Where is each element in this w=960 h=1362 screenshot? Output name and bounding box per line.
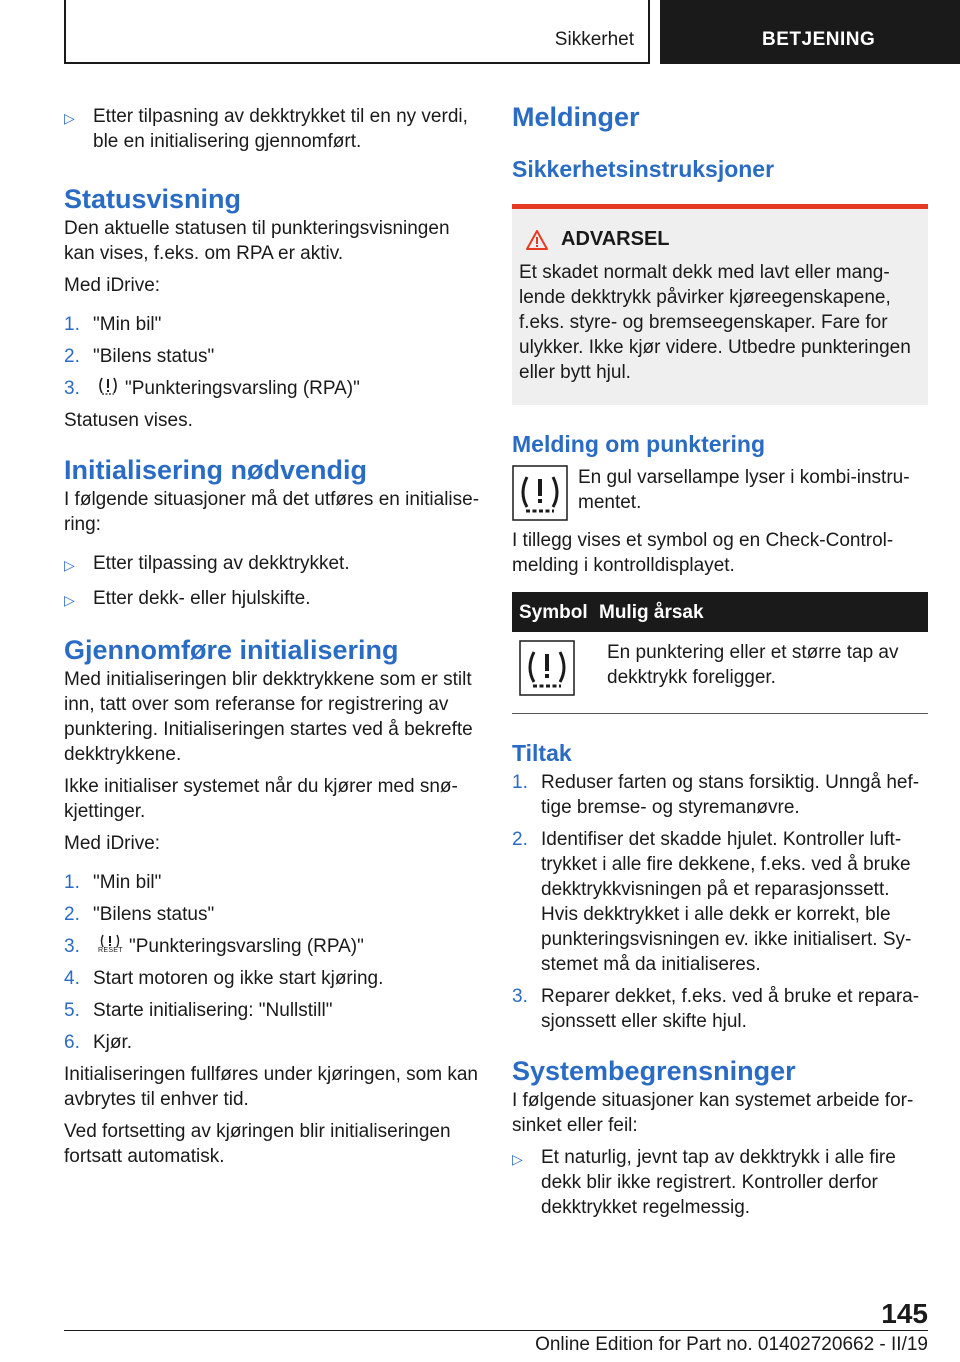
header-chapter-tab bbox=[660, 0, 960, 64]
paragraph: Ikke initialiser systemet når du kjører med snøkjettinger. bbox=[64, 776, 458, 822]
list-item: 3. Reparer dekket, f.eks. ved å bruke et reparasjonssett eller skifte hjul. bbox=[512, 986, 920, 1032]
tire-pressure-warning-symbol-icon bbox=[519, 640, 575, 696]
heading-melding-om-punktering: Melding om punktering bbox=[512, 431, 765, 457]
reset-label: RESET bbox=[98, 947, 123, 954]
triangle-bullet-icon: ▷ bbox=[64, 110, 75, 126]
warning-box bbox=[512, 204, 928, 405]
page-number: 145 bbox=[881, 1298, 928, 1329]
heading-systembegrensninger: Systembegrensninger bbox=[512, 1056, 796, 1086]
list-item: 2. "Bilens status" bbox=[64, 346, 215, 367]
heading-statusvisning: Statusvisning bbox=[64, 184, 242, 214]
list-item: ▷ Etter tilpasning av dekktrykket til en ny verdi, ble en initialisering gjennomført. bbox=[64, 106, 468, 152]
list-item: 3. RESET "Punkteringsvarsling (RPA)" bbox=[64, 936, 364, 957]
heading-initialisering-nodvendig: Initialisering nødvendig bbox=[64, 455, 368, 485]
right-column bbox=[512, 100, 928, 1220]
list-item: ▷ Et naturlig, jevnt tap av dekktrykk i alle fire dekk blir ikke registrert. Kontroller derfor dekktrykket regelmessig. bbox=[512, 1147, 896, 1218]
heading-gjennomfore-initialisering: Gjennomføre initialisering bbox=[64, 635, 399, 665]
list-item: 1. "Min bil" bbox=[64, 872, 162, 893]
paragraph: Med iDrive: bbox=[64, 275, 161, 296]
list-item: 5. Starte initialisering: "Nullstill" bbox=[64, 1000, 333, 1021]
list-item: ▷ Etter dekk- eller hjulskifte. bbox=[64, 586, 480, 613]
warning-triangle-icon bbox=[525, 229, 549, 251]
list-item: 2. "Bilens status" bbox=[64, 904, 215, 925]
paragraph: Med iDrive: bbox=[64, 833, 161, 854]
status-steps bbox=[64, 312, 480, 401]
heading-tiltak: Tiltak bbox=[512, 740, 572, 766]
heading-sikkerhetsinstruksjoner: Sikkerhetsinstruksjoner bbox=[512, 156, 775, 182]
paragraph: Den aktuelle statusen til punkteringsvisningen kan vises, f.eks. om RPA er aktiv. bbox=[64, 218, 450, 264]
list-item: 2. Identifiser det skadde hjulet. Kontroller lufttrykket i alle fire dekkene, f.eks. ved å bruke dekktrykkvisningen på et reparasjonssett. Hvis dekktrykket i alle dekk er korrekt, ble punkteringsvisningen ev. ikke initialisert. Systemet må da initialiseres. bbox=[512, 829, 912, 975]
list-item: 1. "Min bil" bbox=[64, 314, 162, 335]
heading-meldinger: Meldinger bbox=[512, 102, 640, 132]
warning-text: Et skadet normalt dekk med lavt eller manglende dekktrykk påvirker kjøreegenskapene, f.eks. styre- og bremseegenskaper. Fare for ulykker. Ikke kjør videre. Utbedre punkteringen eller bytt hjul. bbox=[519, 262, 911, 383]
paragraph: Statusen vises. bbox=[64, 410, 193, 431]
paragraph: I følgende situasjoner må det utføres en initialisering: bbox=[64, 489, 480, 535]
table-header: Symbol Mulig årsak bbox=[512, 592, 928, 632]
warning-title bbox=[525, 227, 922, 252]
warning-label: ADVARSEL bbox=[561, 228, 670, 250]
footer-divider bbox=[64, 1330, 928, 1331]
paragraph: Med initialiseringen blir dekktrykkene som er stilt inn, tatt over som referanse for registrering av punktering. Initialiseringen startes ved å bekrefte dekktrykkene. bbox=[64, 669, 473, 765]
list-item: 6. Kjør. bbox=[64, 1032, 133, 1053]
tire-reset-icon bbox=[97, 934, 123, 956]
header-chapter-label: BETJENING bbox=[762, 29, 876, 50]
edition-text: Online Edition for Part no. 01402720662 - II/19 bbox=[535, 1334, 928, 1355]
paragraph: En gul varsellampe lyser i kombi-instrumentet. bbox=[578, 467, 910, 513]
paragraph: I følgende situasjoner kan systemet arbeide forsinket eller feil: bbox=[512, 1090, 914, 1136]
tire-warning-icon bbox=[97, 376, 119, 396]
table-cell: En punktering eller et større tap av dekktrykk foreligger. bbox=[607, 642, 899, 688]
perform-steps bbox=[64, 870, 480, 1055]
list-item: 4. Start motoren og ikke start kjøring. bbox=[64, 968, 384, 989]
triangle-bullet-icon: ▷ bbox=[64, 592, 75, 608]
table-row bbox=[512, 632, 928, 714]
left-column bbox=[64, 100, 480, 1169]
paragraph: Initialiseringen fullføres under kjøringen, som kan avbrytes til enhver tid. bbox=[64, 1064, 478, 1110]
header-section-label: Sikkerhet bbox=[554, 29, 634, 50]
paragraph: Ved fortsetting av kjøringen blir initialiseringen fortsatt automatisk. bbox=[64, 1121, 451, 1167]
header-section-box bbox=[64, 0, 650, 64]
triangle-bullet-icon: ▷ bbox=[64, 557, 75, 573]
triangle-bullet-icon: ▷ bbox=[512, 1151, 523, 1167]
lamp-row bbox=[512, 465, 928, 521]
paragraph: I tillegg vises et symbol og en Check-Control-melding i kontrolldisplayet. bbox=[512, 530, 894, 576]
list-item: 1. Reduser farten og stans forsiktig. Unngå heftige bremse- og styremanøvre. bbox=[512, 772, 920, 818]
symbol-table bbox=[512, 592, 928, 714]
list-item: 3. "Punkteringsvarsling (RPA)" bbox=[64, 378, 360, 399]
list-item: ▷ Etter tilpassing av dekktrykket. bbox=[64, 551, 480, 578]
tire-pressure-warning-lamp-icon bbox=[512, 465, 568, 521]
